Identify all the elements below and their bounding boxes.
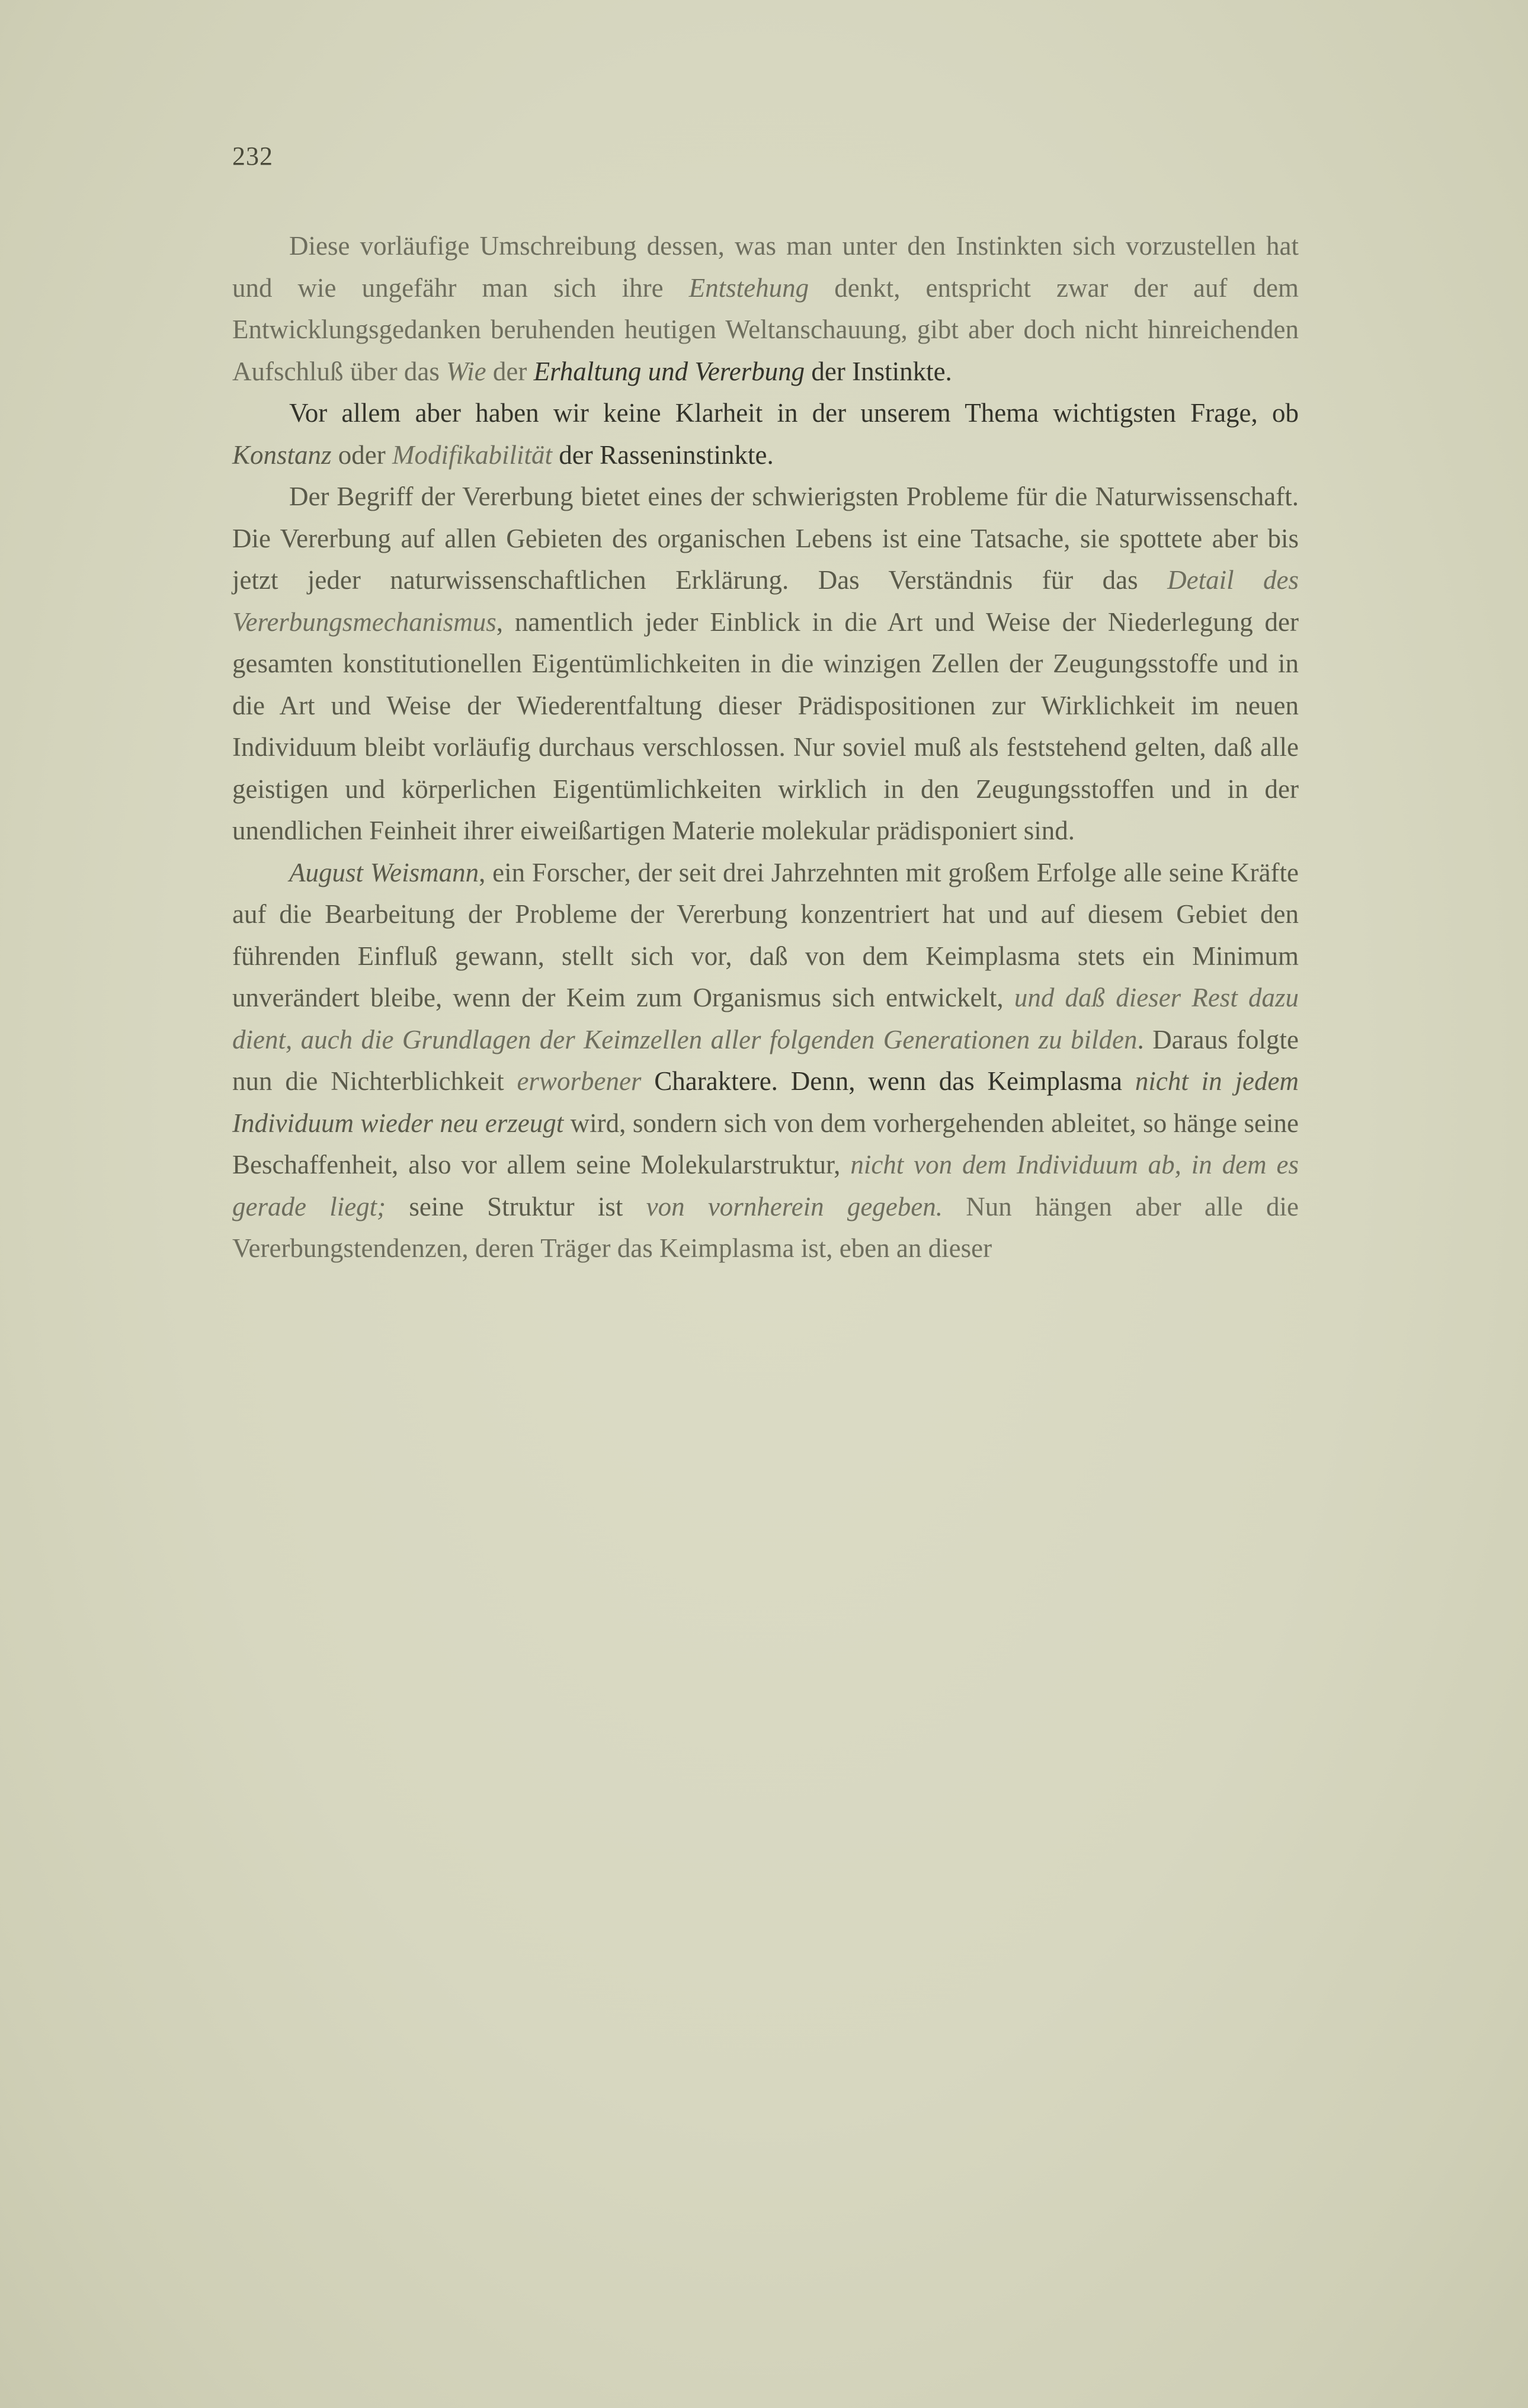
run-text: Vor allem aber haben wir keine Klarheit in der unserem Thema wichtigsten Frage, ob <box>289 398 1299 428</box>
run-text: wird, sondern sich von dem vorhergehenden ableitet, so hänge seine Beschaffenheit, also vor allem seine Molekularstruktur, <box>232 1108 1299 1179</box>
paragraph-3 <box>232 476 1299 852</box>
run-text: seine Struktur ist <box>386 1191 646 1221</box>
run-text-italic: Erhaltung und Vererbung <box>533 356 805 386</box>
run-text-italic: erworbener <box>517 1066 642 1096</box>
page-number: 232 <box>232 142 273 171</box>
run-text-italic: nicht in jedem Individuum wieder neu erzeugt <box>232 1066 1299 1138</box>
run-text-italic: von vornherein gegeben. <box>646 1191 943 1221</box>
run-text: denkt, entspricht zwar der auf dem Entwicklungsgedanken beruhenden heutigen Weltanschauung, gibt aber doch nicht hinreichenden Aufschluß über das <box>232 272 1299 386</box>
run-text-italic: nicht von dem Individuum ab, in dem es gerade liegt; <box>232 1150 1299 1221</box>
run-text-italic: August Weismann <box>289 857 479 887</box>
paragraph-1 <box>232 225 1299 392</box>
paragraph-4 <box>232 852 1299 1269</box>
run-text: der Rasseninstinkte. <box>552 440 774 470</box>
run-text-italic: Entstehung <box>688 272 809 303</box>
run-text-italic: und daß dieser Rest dazu dient, auch die Grundlagen der Keimzellen aller folgenden Generationen zu bilden <box>232 983 1299 1054</box>
run-text: Diese vorläufige Umschreibung dessen, was man unter den Instinkten sich vorzustellen hat und wie ungefähr man sich ihre <box>232 231 1299 303</box>
body-text <box>232 225 1299 1269</box>
run-text-italic: Konstanz <box>232 440 332 470</box>
run-text: Der Begriff der Vererbung bietet eines der schwierigsten Probleme für die Naturwissenschaft. Die Vererbung auf allen Gebieten des organischen Lebens ist eine Tatsache, sie spottete aber bis jetzt jeder naturwissenschaftlichen Erklärung. Das Verständnis für das <box>232 482 1299 595</box>
run-text: Charaktere. Denn, wenn das Keimplasma <box>641 1066 1135 1096</box>
run-text: , ein Forscher, der seit drei Jahrzehnten mit großem Erfolge alle seine Kräfte auf die Bearbeitung der Probleme der Vererbung konzentriert hat und auf diesem Gebiet den führenden Einfluß gewann, stellt sich vor, daß von dem Keimplasma stets ein Minimum unverändert bleibe, wenn der Keim zum Organismus sich entwickelt, <box>232 857 1299 1012</box>
run-text: der <box>486 356 534 386</box>
run-text: der Instinkte. <box>805 356 952 386</box>
paragraph-2 <box>232 392 1299 476</box>
run-text: oder <box>331 440 393 470</box>
run-text-italic: Detail des Vererbungsmechanismus <box>232 565 1299 637</box>
run-text: Nun hängen aber alle die Vererbungstendenzen, deren Träger das Keimplasma ist, eben an dieser <box>232 1191 1299 1263</box>
run-text-italic: Modifikabilität <box>392 440 552 470</box>
run-text: , namentlich jeder Einblick in die Art und Weise der Niederlegung der gesamten konstitutionellen Eigentümlichkeiten in die winzigen Zellen der Zeugungsstoffe und in die Art und Weise der Wiederentfaltung dieser Prädispositionen zur Wirklichkeit im neuen Individuum bleibt vorläufig durchaus verschlossen. Nur soviel muß als feststehend gelten, daß alle geistigen und körperlichen Eigentümlichkeiten wirklich in den Zeugungsstoffen und in der unendlichen Feinheit ihrer eiweißartigen Materie molekular prädisponiert sind. <box>232 607 1299 845</box>
run-text: . Daraus folgte nun die Nichterblichkeit <box>232 1024 1299 1096</box>
run-text-italic: Wie <box>446 356 486 386</box>
